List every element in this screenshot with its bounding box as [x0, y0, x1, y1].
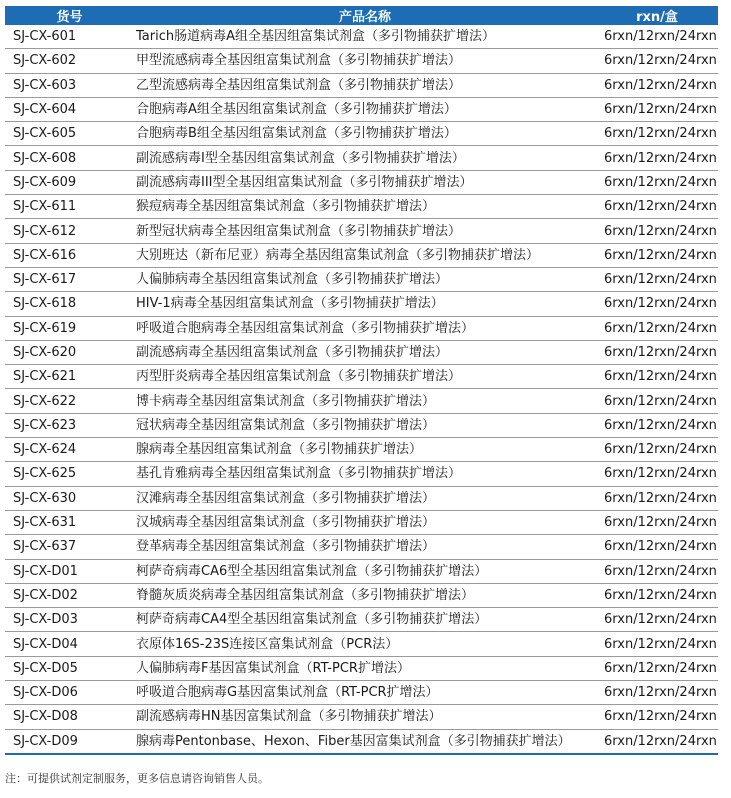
product-name-cell: 腺病毒全基因组富集试剂盒（多引物捕获扩增法） — [134, 438, 596, 462]
product-name-cell: 脊髓灰质炎病毒全基因组富集试剂盒（多引物捕获扩增法） — [134, 583, 596, 607]
table-row — [5, 49, 718, 73]
product-name-cell: 大别班达（新布尼亚）病毒全基因组富集试剂盒（多引物捕获扩增法） — [134, 243, 596, 267]
rxn-cell: 6rxn/12rxn/24rxn — [596, 535, 718, 559]
table-row — [5, 146, 718, 170]
catalog-number-cell: SJ-CX-624 — [5, 438, 134, 462]
catalog-number-cell: SJ-CX-603 — [5, 73, 134, 97]
table-row — [5, 195, 718, 219]
footnote: 注：可提供试剂定制服务，更多信息请咨询销售人员。 — [5, 772, 269, 785]
rxn-cell: 6rxn/12rxn/24rxn — [596, 219, 718, 243]
table-row — [5, 365, 718, 389]
catalog-number-cell: SJ-CX-612 — [5, 219, 134, 243]
catalog-number-cell: SJ-CX-630 — [5, 486, 134, 510]
product-name-cell: 副流感病毒全基因组富集试剂盒（多引物捕获扩增法） — [134, 340, 596, 364]
table-row — [5, 583, 718, 607]
product-name-cell: 合胞病毒A组全基因组富集试剂盒（多引物捕获扩增法） — [134, 97, 596, 121]
rxn-cell: 6rxn/12rxn/24rxn — [596, 146, 718, 170]
rxn-cell: 6rxn/12rxn/24rxn — [596, 486, 718, 510]
table-row — [5, 73, 718, 97]
rxn-cell: 6rxn/12rxn/24rxn — [596, 340, 718, 364]
header-row — [5, 6, 718, 25]
table-row — [5, 97, 718, 121]
catalog-number-cell: SJ-CX-625 — [5, 462, 134, 486]
table-row — [5, 243, 718, 267]
product-name-cell: 汉城病毒全基因组富集试剂盒（多引物捕获扩增法） — [134, 510, 596, 534]
catalog-number-cell: SJ-CX-637 — [5, 535, 134, 559]
table-row — [5, 340, 718, 364]
product-table-container — [5, 6, 718, 755]
rxn-cell: 6rxn/12rxn/24rxn — [596, 705, 718, 729]
catalog-number-cell: SJ-CX-608 — [5, 146, 134, 170]
rxn-cell: 6rxn/12rxn/24rxn — [596, 681, 718, 705]
rxn-cell: 6rxn/12rxn/24rxn — [596, 170, 718, 194]
product-name-cell: 基孔肯雅病毒全基因组富集试剂盒（多引物捕获扩增法） — [134, 462, 596, 486]
product-name-cell: 呼吸道合胞病毒全基因组富集试剂盒（多引物捕获扩增法） — [134, 316, 596, 340]
header-catalog-number: 货号 — [5, 6, 134, 25]
rxn-cell: 6rxn/12rxn/24rxn — [596, 656, 718, 680]
product-name-cell: 博卡病毒全基因组富集试剂盒（多引物捕获扩增法） — [134, 389, 596, 413]
catalog-number-cell: SJ-CX-604 — [5, 97, 134, 121]
table-row — [5, 122, 718, 146]
rxn-cell: 6rxn/12rxn/24rxn — [596, 243, 718, 267]
rxn-cell: 6rxn/12rxn/24rxn — [596, 316, 718, 340]
table-row — [5, 535, 718, 559]
product-name-cell: 猴痘病毒全基因组富集试剂盒（多引物捕获扩增法） — [134, 195, 596, 219]
product-table — [5, 6, 718, 755]
catalog-number-cell: SJ-CX-619 — [5, 316, 134, 340]
rxn-cell: 6rxn/12rxn/24rxn — [596, 583, 718, 607]
rxn-cell: 6rxn/12rxn/24rxn — [596, 413, 718, 437]
rxn-cell: 6rxn/12rxn/24rxn — [596, 25, 718, 49]
catalog-number-cell: SJ-CX-D01 — [5, 559, 134, 583]
table-row — [5, 292, 718, 316]
rxn-cell: 6rxn/12rxn/24rxn — [596, 267, 718, 291]
product-name-cell: 呼吸道合胞病毒G基因富集试剂盒（RT-PCR扩增法） — [134, 681, 596, 705]
catalog-number-cell: SJ-CX-611 — [5, 195, 134, 219]
catalog-number-cell: SJ-CX-602 — [5, 49, 134, 73]
product-name-cell: 人偏肺病毒全基因组富集试剂盒（多引物捕获扩增法） — [134, 267, 596, 291]
catalog-number-cell: SJ-CX-605 — [5, 122, 134, 146]
table-body — [5, 25, 718, 754]
rxn-cell: 6rxn/12rxn/24rxn — [596, 729, 718, 754]
rxn-cell: 6rxn/12rxn/24rxn — [596, 122, 718, 146]
catalog-number-cell: SJ-CX-D06 — [5, 681, 134, 705]
rxn-cell: 6rxn/12rxn/24rxn — [596, 292, 718, 316]
table-row — [5, 267, 718, 291]
catalog-number-cell: SJ-CX-620 — [5, 340, 134, 364]
catalog-number-cell: SJ-CX-601 — [5, 25, 134, 49]
product-name-cell: 合胞病毒B组全基因组富集试剂盒（多引物捕获扩增法） — [134, 122, 596, 146]
rxn-cell: 6rxn/12rxn/24rxn — [596, 438, 718, 462]
product-name-cell: Tarich肠道病毒A组全基因组富集试剂盒（多引物捕获扩增法） — [134, 25, 596, 49]
product-name-cell: 副流感病毒I型全基因组富集试剂盒（多引物捕获扩增法） — [134, 146, 596, 170]
catalog-number-cell: SJ-CX-D09 — [5, 729, 134, 754]
table-row — [5, 462, 718, 486]
catalog-number-cell: SJ-CX-621 — [5, 365, 134, 389]
table-row — [5, 681, 718, 705]
table-row — [5, 170, 718, 194]
rxn-cell: 6rxn/12rxn/24rxn — [596, 73, 718, 97]
rxn-cell: 6rxn/12rxn/24rxn — [596, 510, 718, 534]
table-row — [5, 729, 718, 754]
catalog-number-cell: SJ-CX-617 — [5, 267, 134, 291]
catalog-number-cell: SJ-CX-D02 — [5, 583, 134, 607]
product-name-cell: 副流感病毒III型全基因组富集试剂盒（多引物捕获扩增法） — [134, 170, 596, 194]
product-name-cell: 衣原体16S-23S连接区富集试剂盒（PCR法） — [134, 632, 596, 656]
table-row — [5, 219, 718, 243]
table-row — [5, 559, 718, 583]
product-name-cell: 人偏肺病毒F基因富集试剂盒（RT-PCR扩增法） — [134, 656, 596, 680]
header-product-name: 产品名称 — [134, 6, 596, 25]
product-name-cell: 柯萨奇病毒CA6型全基因组富集试剂盒（多引物捕获扩增法） — [134, 559, 596, 583]
catalog-number-cell: SJ-CX-D04 — [5, 632, 134, 656]
rxn-cell: 6rxn/12rxn/24rxn — [596, 608, 718, 632]
rxn-cell: 6rxn/12rxn/24rxn — [596, 195, 718, 219]
rxn-cell: 6rxn/12rxn/24rxn — [596, 365, 718, 389]
product-name-cell: HIV-1病毒全基因组富集试剂盒（多引物捕获扩增法） — [134, 292, 596, 316]
catalog-number-cell: SJ-CX-618 — [5, 292, 134, 316]
catalog-number-cell: SJ-CX-623 — [5, 413, 134, 437]
product-name-cell: 腺病毒Pentonbase、Hexon、Fiber基因富集试剂盒（多引物捕获扩增法） — [134, 729, 596, 754]
table-row — [5, 510, 718, 534]
catalog-number-cell: SJ-CX-D05 — [5, 656, 134, 680]
catalog-number-cell: SJ-CX-622 — [5, 389, 134, 413]
table-row — [5, 656, 718, 680]
table-row — [5, 316, 718, 340]
product-name-cell: 丙型肝炎病毒全基因组富集试剂盒（多引物捕获扩增法） — [134, 365, 596, 389]
product-name-cell: 副流感病毒HN基因富集试剂盒（多引物捕获扩增法） — [134, 705, 596, 729]
rxn-cell: 6rxn/12rxn/24rxn — [596, 97, 718, 121]
table-row — [5, 486, 718, 510]
rxn-cell: 6rxn/12rxn/24rxn — [596, 389, 718, 413]
product-name-cell: 甲型流感病毒全基因组富集试剂盒（多引物捕获扩增法） — [134, 49, 596, 73]
rxn-cell: 6rxn/12rxn/24rxn — [596, 632, 718, 656]
catalog-number-cell: SJ-CX-631 — [5, 510, 134, 534]
catalog-number-cell: SJ-CX-D03 — [5, 608, 134, 632]
table-header — [5, 6, 718, 25]
table-row — [5, 413, 718, 437]
table-row — [5, 438, 718, 462]
catalog-number-cell: SJ-CX-616 — [5, 243, 134, 267]
catalog-number-cell: SJ-CX-609 — [5, 170, 134, 194]
table-row — [5, 389, 718, 413]
product-name-cell: 新型冠状病毒全基因组富集试剂盒（多引物捕获扩增法） — [134, 219, 596, 243]
table-row — [5, 608, 718, 632]
product-name-cell: 汉滩病毒全基因组富集试剂盒（多引物捕获扩增法） — [134, 486, 596, 510]
product-name-cell: 柯萨奇病毒CA4型全基因组富集试剂盒（多引物捕获扩增法） — [134, 608, 596, 632]
product-name-cell: 乙型流感病毒全基因组富集试剂盒（多引物捕获扩增法） — [134, 73, 596, 97]
table-row — [5, 632, 718, 656]
product-name-cell: 冠状病毒全基因组富集试剂盒（多引物捕获扩增法） — [134, 413, 596, 437]
rxn-cell: 6rxn/12rxn/24rxn — [596, 559, 718, 583]
product-name-cell: 登革病毒全基因组富集试剂盒（多引物捕获扩增法） — [134, 535, 596, 559]
rxn-cell: 6rxn/12rxn/24rxn — [596, 49, 718, 73]
catalog-number-cell: SJ-CX-D08 — [5, 705, 134, 729]
rxn-cell: 6rxn/12rxn/24rxn — [596, 462, 718, 486]
table-row — [5, 705, 718, 729]
table-row — [5, 25, 718, 49]
header-rxn-per-box: rxn/盒 — [596, 6, 718, 25]
